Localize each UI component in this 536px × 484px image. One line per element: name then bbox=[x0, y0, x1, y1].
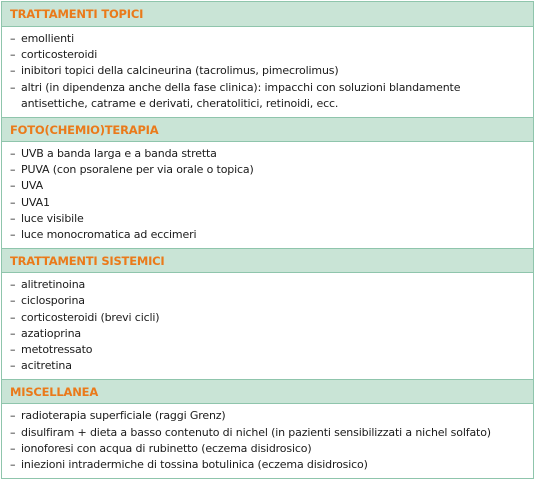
dash-bullet: – bbox=[10, 326, 16, 340]
list-item bbox=[10, 277, 525, 293]
dash-bullet: – bbox=[10, 458, 16, 472]
list-item bbox=[10, 293, 525, 309]
section-header-trattamenti-topici: TRATTAMENTI TOPICI bbox=[2, 2, 533, 27]
list-item bbox=[10, 162, 525, 178]
section-body-trattamenti-sistemici bbox=[2, 273, 533, 379]
list-item bbox=[10, 63, 525, 79]
list-item-text: azatioprina bbox=[21, 326, 81, 340]
list-item-text: luce monocromatica ad eccimeri bbox=[21, 228, 197, 242]
dash-bullet: – bbox=[10, 228, 16, 242]
list-item bbox=[10, 342, 525, 358]
section-header-foto-chemio-terapia: FOTO(CHEMIO)TERAPIA bbox=[2, 117, 533, 142]
dash-bullet: – bbox=[10, 147, 16, 161]
list-item-text: UVB a banda larga e a banda stretta bbox=[21, 147, 217, 161]
list-item-text: ionoforesi con acqua di rubinetto (eczema disidrosico) bbox=[21, 441, 312, 455]
list-item-text: UVA1 bbox=[21, 195, 50, 209]
list-item-text: emollienti bbox=[21, 32, 74, 45]
list-item-text: inibitori topici della calcineurina (tacrolimus, pimecrolimus) bbox=[21, 64, 339, 78]
list-item-text: alitretinoina bbox=[21, 278, 86, 292]
list-item bbox=[10, 47, 525, 63]
section-header-miscellanea: MISCELLANEA bbox=[2, 379, 533, 404]
list-item bbox=[10, 31, 525, 47]
list-item-text: iniezioni intradermiche di tossina botulinica (eczema disidrosico) bbox=[21, 458, 368, 472]
treatment-table bbox=[1, 1, 534, 479]
dash-bullet: – bbox=[10, 163, 16, 177]
dash-bullet: – bbox=[10, 343, 16, 357]
list-item bbox=[10, 326, 525, 342]
list-item bbox=[10, 146, 525, 162]
list-item bbox=[10, 195, 525, 211]
dash-bullet: – bbox=[10, 425, 16, 439]
list-item-text: disulfiram + dieta a basso contenuto di nichel (in pazienti sensibilizzati a nichel solfato) bbox=[21, 425, 491, 439]
list-item bbox=[10, 408, 525, 424]
list-item bbox=[10, 441, 525, 457]
list-item-text: luce visibile bbox=[21, 211, 84, 225]
list-item bbox=[10, 227, 525, 243]
dash-bullet: – bbox=[10, 48, 16, 62]
list-item-text: corticosteroidi (brevi cicli) bbox=[21, 310, 160, 324]
dash-bullet: – bbox=[10, 409, 16, 423]
list-item bbox=[10, 358, 525, 374]
dash-bullet: – bbox=[10, 294, 16, 308]
dash-bullet: – bbox=[10, 32, 16, 45]
list-item-text: altri (in dipendenza anche della fase clinica): impacchi con soluzioni blandamente antisettiche, catrame e derivati, cheratolitici, retinoidi, ecc. bbox=[21, 80, 461, 110]
list-item-text: metotressato bbox=[21, 343, 93, 357]
section-body-miscellanea bbox=[2, 404, 533, 478]
section-body-foto-chemio-terapia bbox=[2, 142, 533, 248]
list-item-text: corticosteroidi bbox=[21, 48, 98, 62]
list-item bbox=[10, 425, 525, 441]
list-item-text: acitretina bbox=[21, 359, 72, 373]
dash-bullet: – bbox=[10, 80, 16, 94]
list-item bbox=[10, 178, 525, 194]
dash-bullet: – bbox=[10, 211, 16, 225]
dash-bullet: – bbox=[10, 195, 16, 209]
list-item bbox=[10, 80, 525, 112]
dash-bullet: – bbox=[10, 179, 16, 193]
section-body-trattamenti-topici bbox=[2, 27, 533, 117]
dash-bullet: – bbox=[10, 310, 16, 324]
list-item-text: UVA bbox=[21, 179, 43, 193]
list-item bbox=[10, 211, 525, 227]
list-item-text: radioterapia superficiale (raggi Grenz) bbox=[21, 409, 226, 423]
dash-bullet: – bbox=[10, 64, 16, 78]
dash-bullet: – bbox=[10, 278, 16, 292]
list-item bbox=[10, 310, 525, 326]
list-item-text: ciclosporina bbox=[21, 294, 85, 308]
section-header-trattamenti-sistemici: TRATTAMENTI SISTEMICI bbox=[2, 248, 533, 273]
list-item bbox=[10, 457, 525, 473]
dash-bullet: – bbox=[10, 359, 16, 373]
list-item-text: PUVA (con psoralene per via orale o topica) bbox=[21, 163, 254, 177]
dash-bullet: – bbox=[10, 441, 16, 455]
